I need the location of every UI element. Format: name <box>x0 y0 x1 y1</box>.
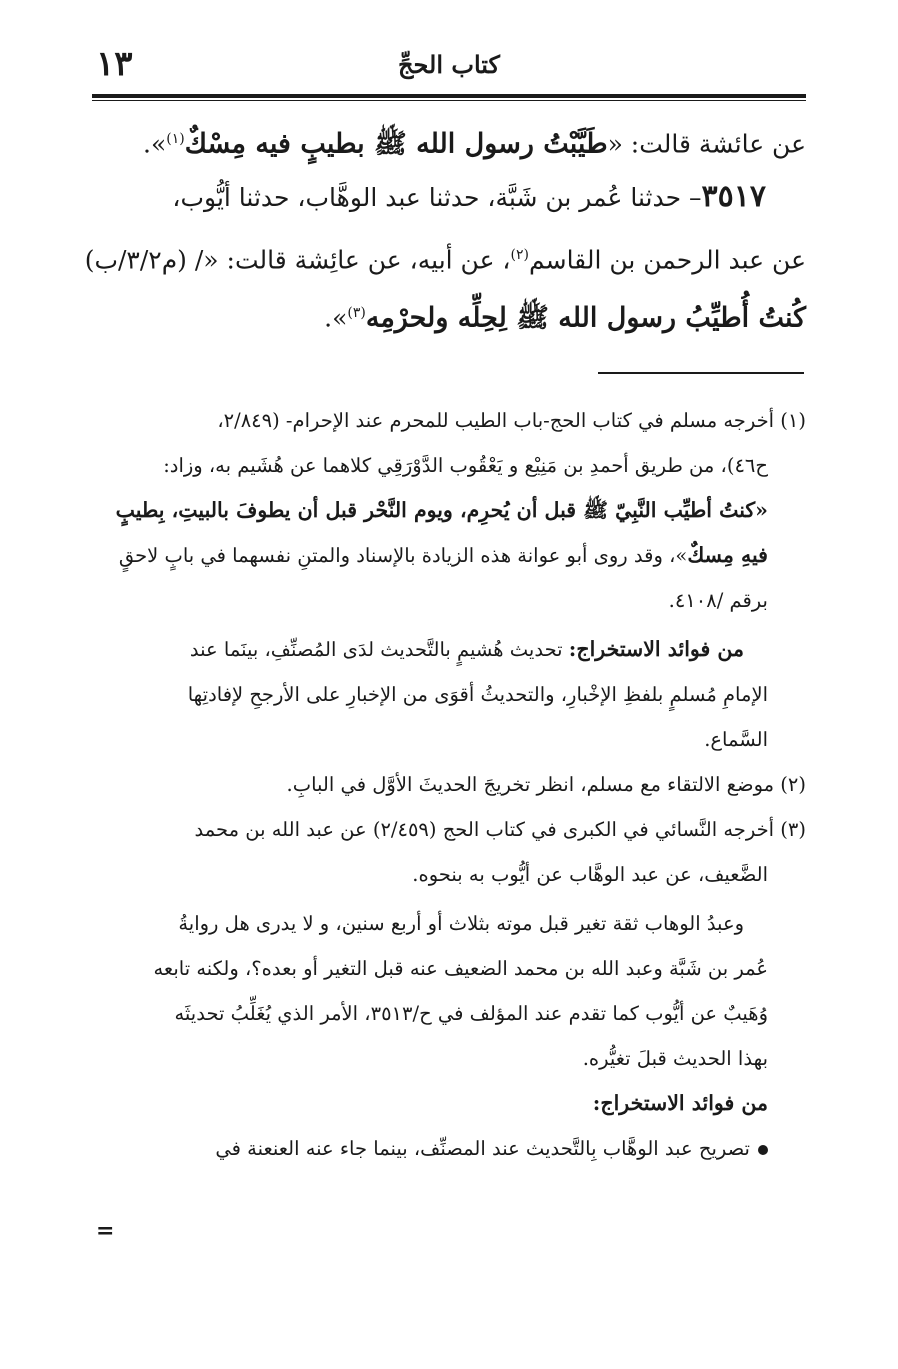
text-span: عن عائشة قالت: « <box>607 129 806 159</box>
main-line-4 <box>92 284 806 342</box>
isnad-text: – حدثنا عُمر بن شَبَّة، حدثنا عبد الوهَّاب، حدثنا أيُّوب، <box>172 183 702 212</box>
footnote-1-line <box>92 533 806 578</box>
main-line-3 <box>84 226 806 284</box>
hadith-matn: طَيَّبْتُ رسول الله ﷺ بطيبٍ فيه مِسْكٌ <box>184 128 608 160</box>
fawaid-paragraph <box>92 627 806 672</box>
footnote-3-line: (٣) أخرجه النَّسائي في الكبرى في كتاب الحج (٢/٤٥٩) عن عبد الله بن محمد <box>194 818 806 841</box>
bullet-icon <box>758 1145 768 1155</box>
footnote-3-paragraph: وعبدُ الوهاب ثقة تغير قبل موته بثلاث أو أربع سنين، و لا يدرى هل روايةُ <box>178 912 744 935</box>
footnote-3-paragraph: وُهَيبٌ عن أيُّوب كما تقدم عند المؤلف في ح/٣٥١٣، الأمر الذي يُغَلِّبُ تحديثَه <box>174 1002 768 1025</box>
footnote-3-paragraph: بهذا الحديث قبلَ تغيُّره. <box>582 1047 768 1070</box>
header-rule-thick <box>92 94 806 98</box>
text-span: »، وقد روى أبو عوانة هذه الزيادة بالإسناد والمتنِ نفسهما في بابٍ لاحقٍ <box>118 544 688 567</box>
text-span: تحديث هُشيمٍ بالتَّحديث لدَى المُصنِّفِ، بينَما عند <box>189 638 569 661</box>
fawaid-line: السَّماع. <box>704 728 768 751</box>
footnote-2: (٢) موضع الالتقاء مع مسلم، انظر تخريجَ الحديثَ الأوَّل في البابِ. <box>286 773 806 796</box>
fawaid-bullet-item <box>92 1126 806 1171</box>
footnote-1-line: (١) أخرجه مسلم في كتاب الحج-باب الطيب للمحرم عند الإحرام- (٢/٨٤٩، <box>217 409 806 432</box>
footnote-3-line: الضَّعيف، عن عبد الوهَّاب عن أيُّوب به بنحوه. <box>412 863 768 886</box>
fawaid-line: الإمامِ مُسلمٍ بلفظِ الإخْبارِ، والتحديثُ أقوَى من الإخبارِ على الأرجحِ لإفادتِها <box>187 683 768 706</box>
hadith-matn: كُنتُ أُطيِّبُ رسول الله ﷺ لِحِلِّه ولحرْمِه <box>365 302 806 334</box>
isnad-text: عن عبد الرحمن بن القاسم <box>528 245 806 275</box>
fawaid-label: من فوائد الاستخراج: <box>592 1091 768 1115</box>
footnote-1-line: ح٤٦)، من طريق أحمدِ بن مَنِيْع و يَعْقُوب الدَّوْرَقِي كلاهما عن هُشَيم به، وزاد: <box>163 454 768 477</box>
main-line-2 <box>92 168 806 226</box>
page-number: ١٣ <box>96 44 133 84</box>
running-header <box>92 44 806 94</box>
footnote-1-line: برقم /٤١٠٨. <box>668 589 768 612</box>
text-span: ». <box>324 303 348 333</box>
footnote-separator <box>598 372 804 374</box>
chapter-title: كتاب الحجِّ <box>398 50 500 79</box>
isnad-text: ، عن أبيه، عن عائِشة قالت: «/ (م٣/٢/ب) <box>84 245 511 275</box>
footnote-ref-1: (١) <box>166 131 185 147</box>
footnote-ref-3: (٣) <box>347 305 366 321</box>
footnotes <box>92 398 806 1171</box>
header-rule-thin <box>92 100 806 101</box>
footnote-1-quote: «كنتُ أطيِّب النَّبِيّ ﷺ قبل أن يُحرِم، ويوم النَّحْر قبل أن يطوفَ بالبيتِ، بِطيبٍ <box>115 498 768 522</box>
fawaid-label: من فوائد الاستخراج: <box>568 637 744 661</box>
hadith-number: ٣٥١٧ <box>701 179 766 214</box>
main-line-1 <box>92 110 806 168</box>
continuation-mark: = <box>96 1218 115 1244</box>
main-text <box>84 110 806 342</box>
text-span: ». <box>143 129 167 159</box>
footnote-1-quote-end: فيهِ مِسكٌ <box>687 543 768 567</box>
text-span: تصريح عبد الوهَّاب بِالتَّحديث عند المصنِّف، بينما جاء عنه العنعنة في <box>215 1137 750 1160</box>
footnote-3-paragraph: عُمر بن شَبَّة وعبد الله بن محمد الضعيف عنه قبل التغير أو بعده؟، ولكنه تابعه <box>153 957 768 980</box>
footnote-ref-2: (٢) <box>510 247 529 263</box>
